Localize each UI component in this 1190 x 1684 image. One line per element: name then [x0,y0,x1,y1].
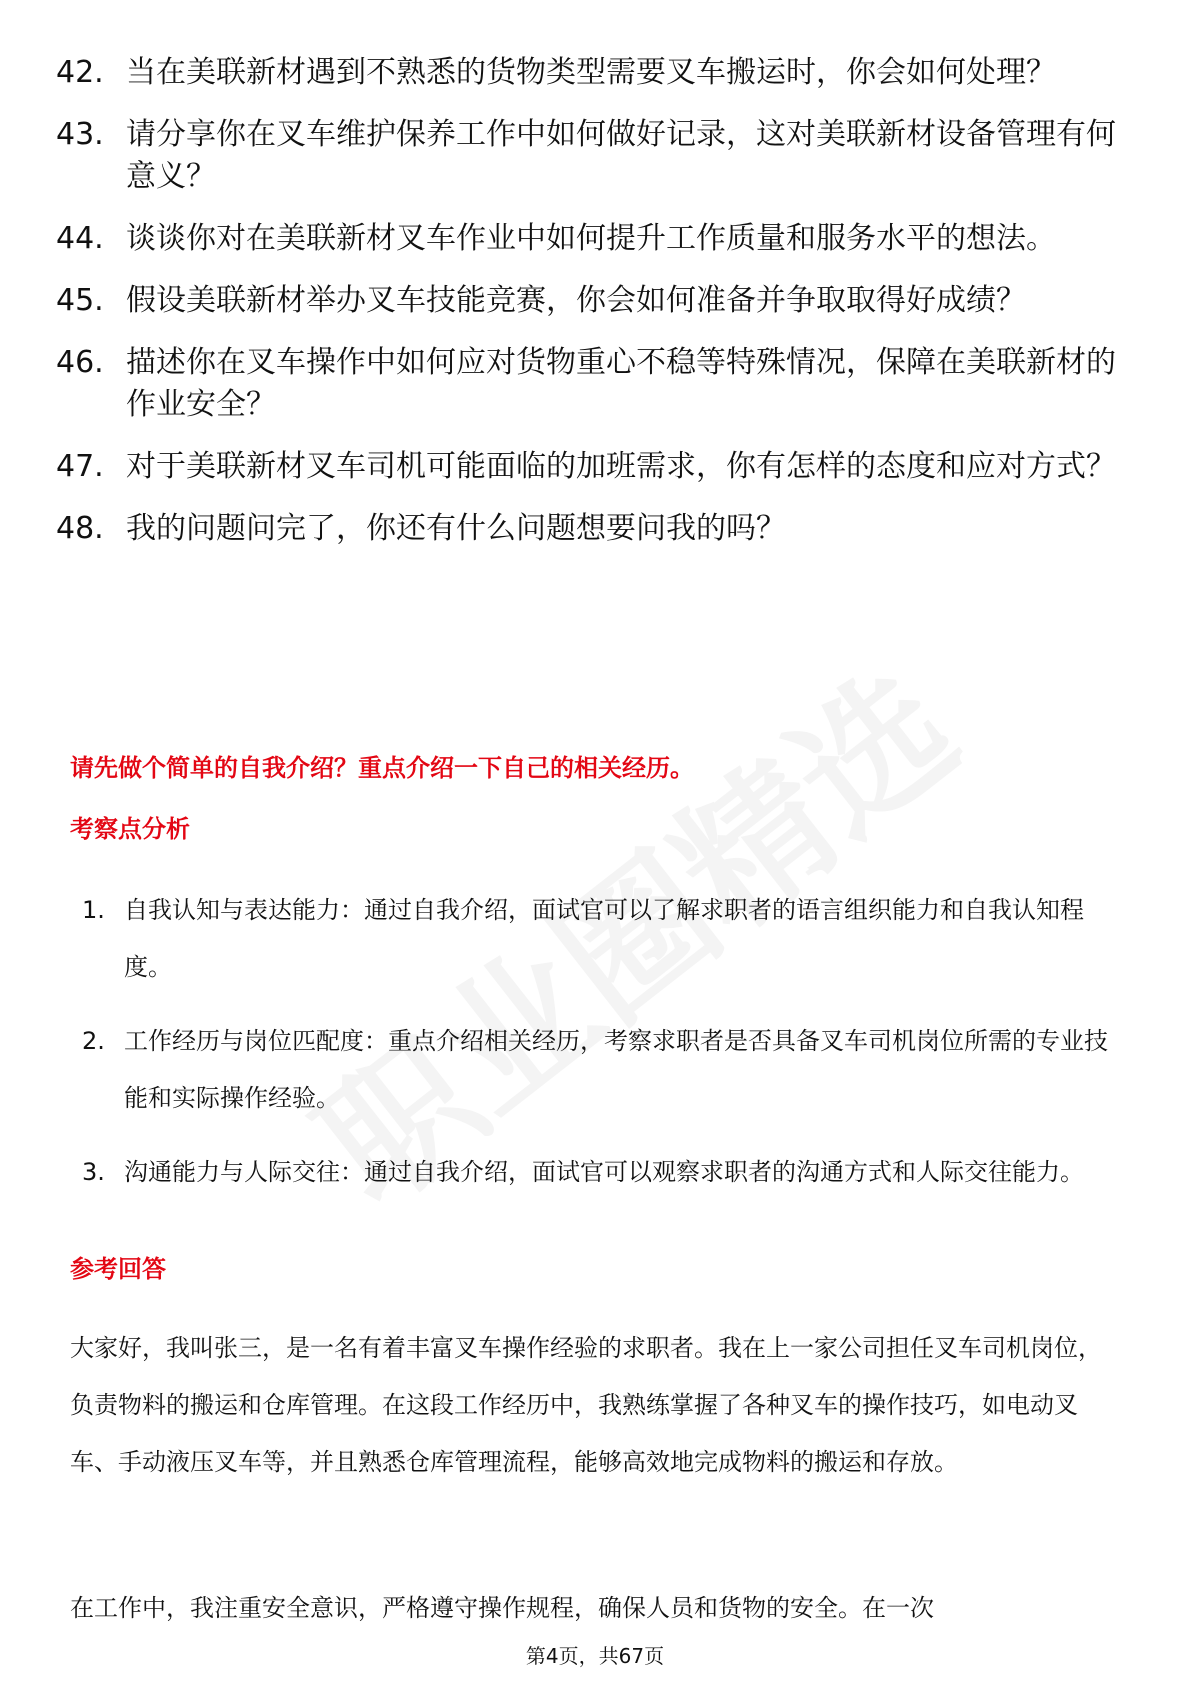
question-text: 假设美联新材举办叉车技能竞赛，你会如何准备并争取取得好成绩？ [126,283,1026,318]
question-item [56,446,1116,488]
question-text: 当在美联新材遇到不熟悉的货物类型需要叉车搬运时，你会如何处理？ [126,55,1056,90]
question-number: 45. [56,283,104,318]
answer-paragraph: 大家好，我叫张三，是一名有着丰富叉车操作经验的求职者。我在上一家公司担任叉车司机岗位，负责物料的搬运和仓库管理。在这段工作经历中，我熟练掌握了各种叉车的操作技巧，如电动叉车、手动液压叉车等，并且熟悉仓库管理流程，能够高效地完成物料的搬运和存放。 [70,1334,1102,1476]
answer-paragraph: 在工作中，我注重安全意识，严格遵守操作规程，确保人员和货物的安全。在一次 [70,1594,934,1622]
question-number: 42. [56,55,104,90]
analysis-text: 自我认知与表达能力：通过自我介绍，面试官可以了解求职者的语言组织能力和自我认知程度。 [124,896,1084,981]
question-number: 44. [56,221,104,256]
analysis-list [82,882,1122,1218]
question-item [56,218,1116,260]
analysis-text: 沟通能力与人际交往：通过自我介绍，面试官可以观察求职者的沟通方式和人际交往能力。 [124,1158,1084,1186]
question-text: 谈谈你对在美联新材叉车作业中如何提升工作质量和服务水平的想法。 [126,221,1056,256]
highlight-question: 请先做个简单的自我介绍？重点介绍一下自己的相关经历。 [70,754,694,782]
question-item [56,280,1116,322]
question-item [56,52,1116,94]
analysis-number: 2. [82,1027,105,1055]
question-text: 我的问题问完了，你还有什么问题想要问我的吗？ [126,511,786,546]
question-number: 47. [56,449,104,484]
question-item [56,114,1116,198]
question-item [56,508,1116,550]
question-text: 对于美联新材叉车司机可能面临的加班需求，你有怎样的态度和应对方式？ [126,449,1116,484]
question-text: 请分享你在叉车维护保养工作中如何做好记录，这对美联新材设备管理有何意义？ [126,117,1116,194]
question-item [56,342,1116,426]
question-text: 描述你在叉车操作中如何应对货物重心不稳等特殊情况，保障在美联新材的作业安全？ [126,345,1116,422]
analysis-number: 3. [82,1158,105,1186]
question-number: 43. [56,117,104,152]
question-list [56,52,1116,570]
analysis-item [82,1013,1122,1127]
analysis-number: 1. [82,896,105,924]
analysis-item [82,1144,1122,1201]
analysis-item [82,882,1122,996]
answer-heading: 参考回答 [70,1255,166,1283]
question-number: 48. [56,511,104,546]
analysis-heading: 考察点分析 [70,815,190,843]
question-number: 46. [56,345,104,380]
analysis-text: 工作经历与岗位匹配度：重点介绍相关经历，考察求职者是否具备叉车司机岗位所需的专业技能和实际操作经验。 [124,1027,1108,1112]
page-number: 第4页，共67页 [525,1644,665,1668]
